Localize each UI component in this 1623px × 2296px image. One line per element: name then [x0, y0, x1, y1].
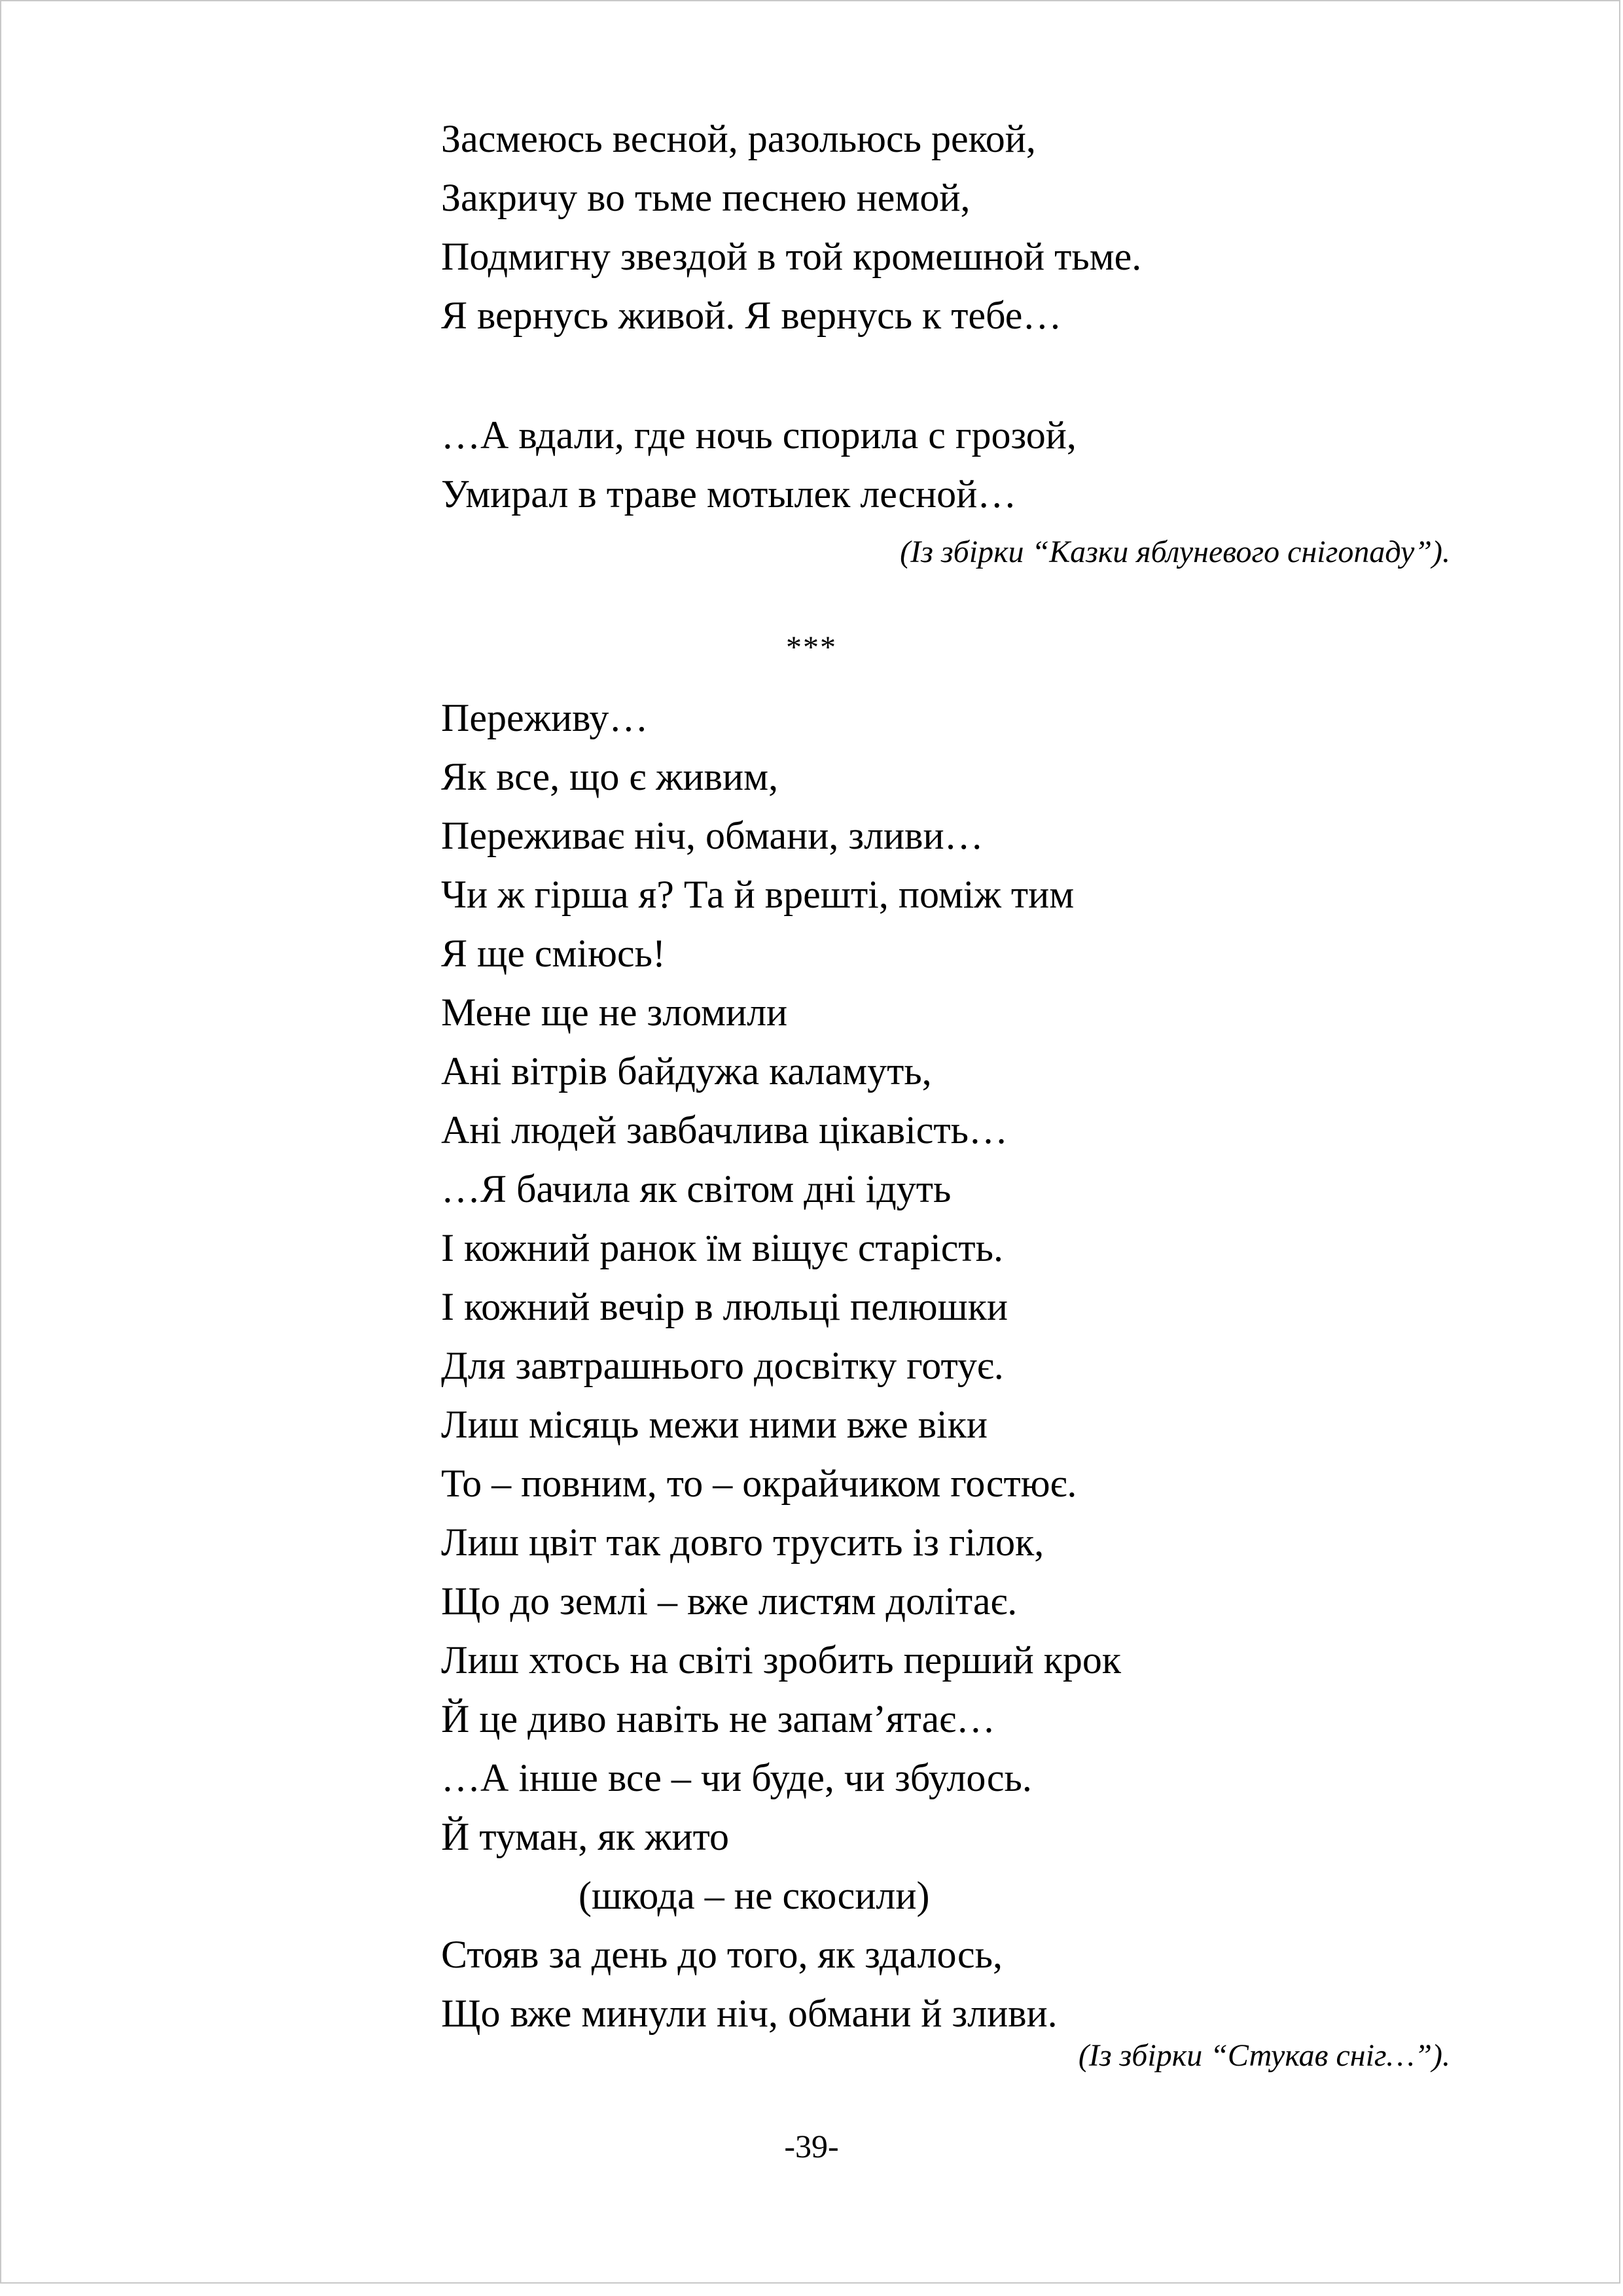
poem-line: Я ще сміюсь! [441, 932, 666, 975]
poem-line: Мене ще не зломили [441, 991, 788, 1034]
source-note-1: (Із збірки “Казки яблуневого снігопаду”). [900, 535, 1450, 569]
poem-line: Лиш хтось на світі зробить перший крок [441, 1638, 1122, 1682]
source-note-2: (Із збірки “Стукав сніг…”). [1078, 2038, 1450, 2073]
poem-line: Лиш цвіт так довго трусить із гілок, [441, 1521, 1044, 1564]
poem-line: Стояв за день до того, як здалось, [441, 1933, 1003, 1976]
poem-line: Ані вітрів байдужа каламуть, [441, 1050, 932, 1093]
poem-line: …А вдали, где ночь спорила с грозой, [441, 414, 1077, 457]
stanza-2 [441, 406, 1077, 523]
poem-line: Засмеюсь весной, разольюсь рекой, [441, 117, 1036, 160]
poem-line: І кожний вечір в люльці пелюшки [441, 1285, 1008, 1328]
poem-line: То – повним, то – окрайчиком гостює. [441, 1462, 1077, 1505]
poem-line: …А інше все – чи буде, чи збулось. [441, 1756, 1032, 1799]
poem-line: Закричу во тьме песнею немой, [441, 176, 971, 219]
poem-line: Переживу… [441, 696, 649, 739]
poem-line-indented: (шкода – не скосили) [579, 1874, 930, 1917]
poem-line: Я вернусь живой. Я вернусь к тебе… [441, 294, 1062, 337]
poem-line: Подмигну звездой в той кромешной тьме. [441, 235, 1142, 278]
poem-line: Лиш місяць межи ними вже віки [441, 1403, 988, 1446]
poem-line: Що до землі – вже листям долітає. [441, 1580, 1018, 1623]
page-number: -39- [784, 2128, 839, 2164]
poem-line: Й туман, як жито [441, 1815, 730, 1858]
stanza-1 [441, 109, 1141, 345]
poem-line: …Я бачила як світом дні ідуть [441, 1167, 952, 1210]
poem-line: Й це диво навіть не запам’ятає… [441, 1697, 995, 1740]
poem-2 [441, 688, 1121, 2043]
poem-line: Ані людей завбачлива цікавість… [441, 1108, 1008, 1152]
poem-line: Що вже минули ніч, обмани й зливи. [441, 1992, 1058, 2035]
poem-line: Як все, що є живим, [441, 755, 779, 798]
poem-line: Умирал в траве мотылек лесной… [441, 472, 1017, 516]
poem-line: Для завтрашнього досвітку готує. [441, 1344, 1004, 1387]
poem-line: Чи ж гірша я? Та й врешті, поміж тим [441, 873, 1075, 916]
poem-line: І кожний ранок їм віщує старість. [441, 1226, 1003, 1269]
poem-line: Переживає ніч, обмани, зливи… [441, 814, 984, 857]
section-divider: *** [786, 630, 837, 665]
